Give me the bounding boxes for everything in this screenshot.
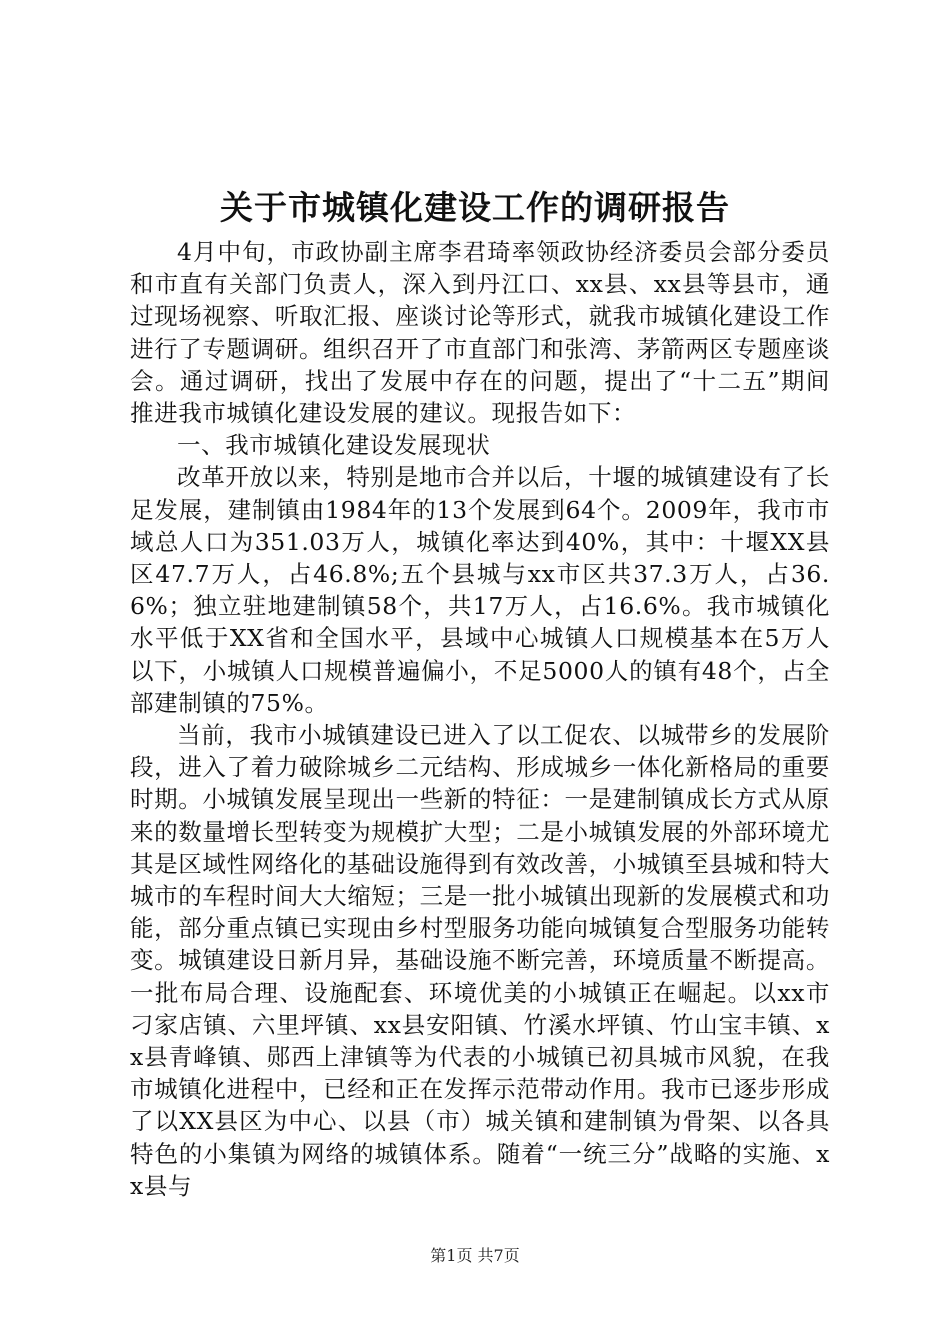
- document-title: 关于市城镇化建设工作的调研报告: [220, 188, 730, 227]
- paragraph-current: 当前，我市小城镇建设已进入了以工促农、以城带乡的发展阶段，进入了着力破除城乡二元结构、形成城乡一体化新格局的重要时期。小城镇发展呈现出一些新的特征：一是建制镇成长方式从原来的数量增长型转变为规模扩大型；二是小城镇发展的外部环境尤其是区域性网络化的基础设施得到有效改善，小城镇至县城和特大城市的车程时间大大缩短；三是一批小城镇出现新的发展模式和功能，部分重点镇已实现由乡村型服务功能向城镇复合型服务功能转变。城镇建设日新月异，基础设施不断完善，环境质量不断提高。一批布局合理、设施配套、环境优美的小城镇正在崛起。以xx市刁家店镇、六里坪镇、xx县安阳镇、竹溪水坪镇、竹山宝丰镇、xx县青峰镇、郧西上津镇等为代表的小城镇已初具城市风貌，在我市城镇化进程中，已经和正在发挥示范带动作用。我市已逐步形成了以XX县区为中心、以县（市）城关镇和建制镇为骨架、以各具特色的小集镇为网络的城镇体系。随着“一统三分”战略的实施、xx县与: [130, 721, 830, 1200]
- paragraph-intro: 4月中旬，市政协副主席李君琦率领政协经济委员会部分委员和市直有关部门负责人，深入到丹江口、xx县、xx县等县市，通过现场视察、听取汇报、座谈讨论等形式，就我市城镇化建设工作进行了专题调研。组织召开了市直部门和张湾、茅箭两区专题座谈会。通过调研，找出了发展中存在的问题，提出了“十二五”期间推进我市城镇化建设发展的建议。现报告如下：: [130, 238, 830, 428]
- page-number-footer: 第1页 共7页: [430, 1246, 520, 1265]
- section-heading: 一、我市城镇化建设发展现状: [177, 431, 491, 460]
- paragraph-status: 改革开放以来，特别是地市合并以后，十堰的城镇建设有了长足发展，建制镇由1984年的13个发展到64个。2009年，我市市域总人口为351.03万人，城镇化率达到40%，其中：十堰XX县区47.7万人，占46.8%;五个县城与xx市区共37.3万人，占36.6%；独立驻地建制镇58个，共17万人，占16.6%。我市城镇化水平低于XX省和全国水平，县域中心城镇人口规模基本在5万人以下，小城镇人口规模普遍偏小，不足5000人的镇有48个，占全部建制镇的75%。: [130, 463, 830, 717]
- document-body: [130, 236, 830, 1202]
